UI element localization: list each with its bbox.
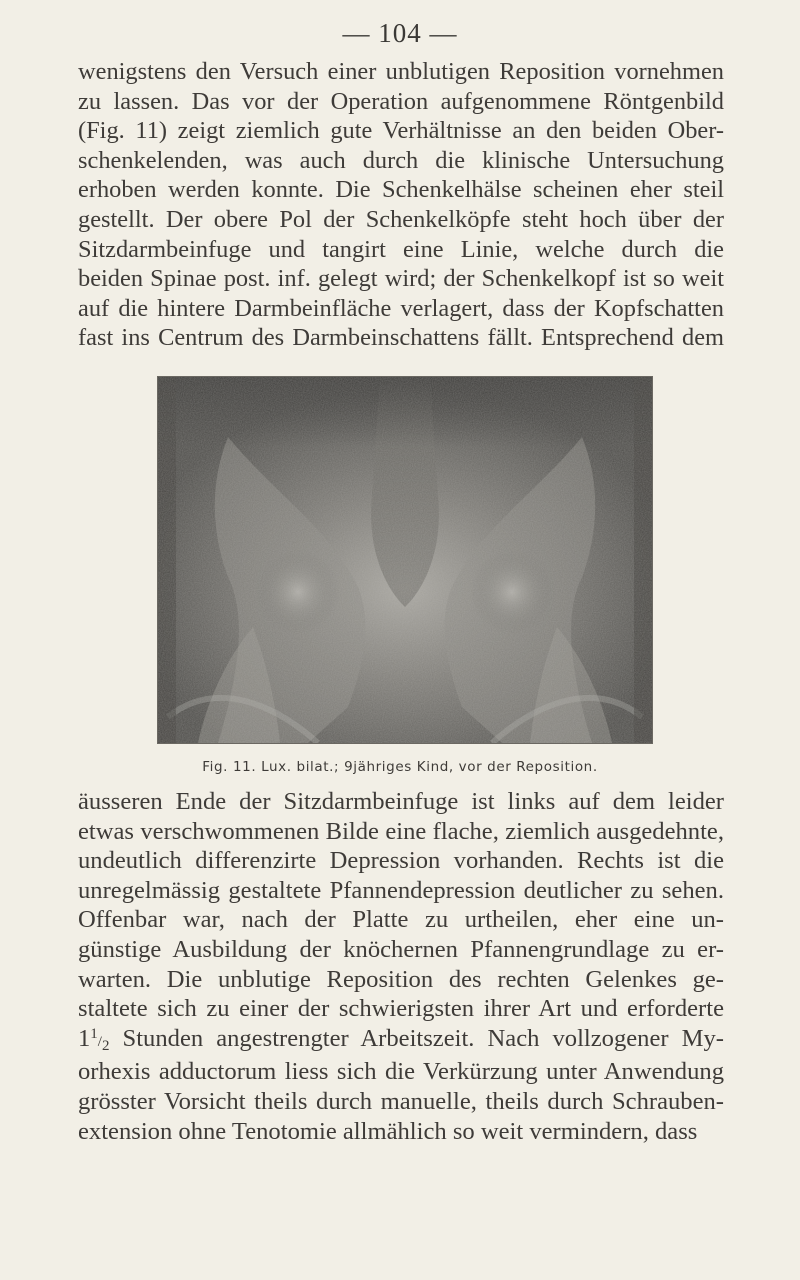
fraction-denominator: 2 xyxy=(101,1037,110,1054)
text-line: äusseren Ende der Sitzdarmbeinfuge ist links auf dem leider xyxy=(78,788,724,815)
text-line: orhexis adductorum liess sich die Verkürzung unter Anwendung xyxy=(78,1058,724,1086)
xray-image xyxy=(158,377,652,743)
text-line: günstige Ausbildung der knöchernen Pfannengrundlage zu er- xyxy=(78,935,724,963)
fraction xyxy=(90,1025,110,1054)
text-line: schenkelenden, was auch durch die klinische Untersuchung xyxy=(78,146,724,174)
text-line: unregelmässig gestaltete Pfannendepression deutlicher zu sehen. xyxy=(78,876,724,904)
text-line: undeutlich differenzirte Depression vorhanden. Rechts ist die xyxy=(78,847,724,875)
figure-caption: Fig. 11. Lux. bilat.; 9jähriges Kind, vor der Reposition. xyxy=(202,759,598,775)
text-line: auf die hintere Darmbeinfläche verlagert, dass der Kopfschatten xyxy=(78,294,724,322)
text-line: extension ohne Tenotomie allmählich so weit vermindern, dass xyxy=(78,1117,698,1145)
text-line: staltete sich zu einer der schwierigsten ihrer Art und erforderte xyxy=(78,995,724,1023)
text-line: erhoben werden konnte. Die Schenkelhälse scheinen eher steil xyxy=(78,176,724,204)
paragraph-bottom xyxy=(78,787,724,1146)
fraction-line-rest: Stunden angestrengter Arbeitszeit. Nach vollzogener My- xyxy=(109,1024,724,1052)
text-line: fast ins Centrum des Darmbeinschattens fällt. Entsprechend dem xyxy=(78,324,724,352)
text-line: grösster Vorsicht theils durch manuelle, theils durch Schrauben- xyxy=(78,1087,724,1115)
text-line: etwas verschwommenen Bilde eine flache, ziemlich ausgedehnte, xyxy=(78,817,724,845)
text-line: warten. Die unblutige Reposition des rechten Gelenkes ge- xyxy=(78,965,724,993)
text-line-fraction xyxy=(78,1024,724,1058)
text-line: beiden Spinae post. inf. gelegt wird; der Schenkelkopf ist so weit xyxy=(78,265,724,293)
text-line: zu lassen. Das vor der Operation aufgenommene Röntgenbild xyxy=(78,87,724,115)
fraction-numerator: 1 xyxy=(90,1025,98,1042)
fraction-slash: / xyxy=(97,1033,102,1050)
xray-figure xyxy=(157,376,653,744)
paragraph-top xyxy=(78,57,724,353)
text-line: Sitzdarmbeinfuge und tangirt eine Linie, welche durch die xyxy=(78,235,724,263)
fraction-whole: 1 xyxy=(78,1024,91,1052)
text-line: Offenbar war, nach der Platte zu urtheilen, eher eine un- xyxy=(78,906,724,934)
page-number: — 104 — xyxy=(342,18,458,48)
text-line: gestellt. Der obere Pol der Schenkelköpfe steht hoch über der xyxy=(78,205,724,233)
text-line: (Fig. 11) zeigt ziemlich gute Verhältnisse an den beiden Ober- xyxy=(78,117,724,145)
text-line: wenigstens den Versuch einer unblutigen Reposition vornehmen xyxy=(78,58,724,85)
